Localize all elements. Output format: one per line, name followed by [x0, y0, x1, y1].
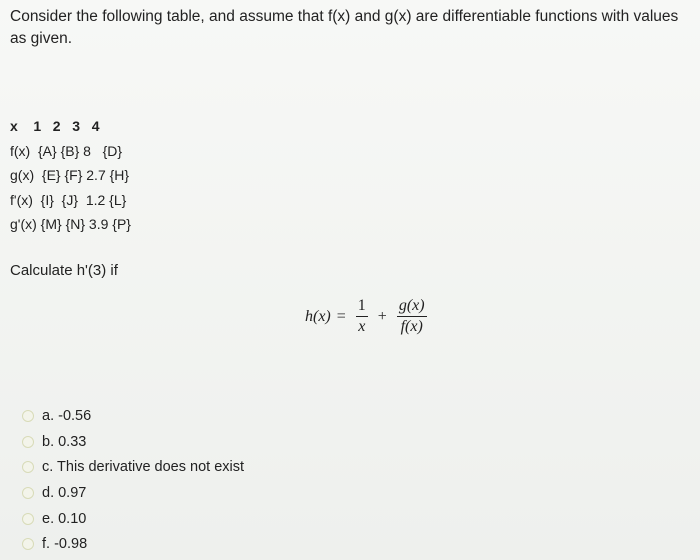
option-label: f. -0.98	[42, 536, 88, 553]
question-intro: Consider the following table, and assume that f(x) and g(x) are differentiable functions with values as given.	[10, 8, 679, 47]
table-row-fprime: f'(x) {I} {J} 1.2 {L}	[10, 191, 127, 208]
option-e[interactable]	[22, 506, 244, 532]
values-table	[10, 114, 131, 237]
radio-button[interactable]	[22, 461, 34, 473]
fraction-numerator: 1	[357, 297, 366, 314]
radio-button[interactable]	[22, 538, 34, 550]
table-row-gx: g(x) {E} {F} 2.7 {H}	[10, 167, 130, 183]
fraction-one-over-x	[356, 296, 368, 337]
option-label: e. 0.10	[42, 510, 87, 527]
fraction-g-over-f	[397, 296, 427, 337]
option-d[interactable]	[22, 480, 244, 506]
option-f[interactable]	[22, 531, 244, 557]
formula-equals: =	[336, 307, 346, 325]
radio-button[interactable]	[22, 436, 34, 448]
formula-plus: +	[377, 307, 387, 325]
table-row-fx: f(x) {A} {B} 8 {D}	[10, 142, 123, 159]
option-label: c. This derivative does not exist	[42, 459, 245, 476]
option-label: a. -0.56	[42, 407, 92, 424]
fraction-denominator: x	[358, 318, 366, 335]
option-b[interactable]	[22, 429, 244, 455]
answer-options	[22, 403, 244, 557]
question-prompt: Calculate h'(3) if	[10, 262, 118, 279]
fraction-denominator: f(x)	[400, 318, 423, 335]
option-a[interactable]	[22, 403, 244, 429]
formula-lhs: h(x)	[305, 307, 331, 325]
fraction-numerator: g(x)	[398, 297, 425, 314]
table-header: x 1 2 3 4	[10, 118, 100, 134]
table-row-gprime: g'(x) {M} {N} 3.9 {P}	[10, 216, 131, 232]
radio-button[interactable]	[22, 410, 34, 422]
option-label: d. 0.97	[42, 484, 87, 501]
formula	[305, 296, 431, 337]
radio-button[interactable]	[22, 513, 34, 525]
option-c[interactable]	[22, 454, 244, 480]
radio-button[interactable]	[22, 487, 34, 499]
option-label: b. 0.33	[42, 433, 87, 450]
